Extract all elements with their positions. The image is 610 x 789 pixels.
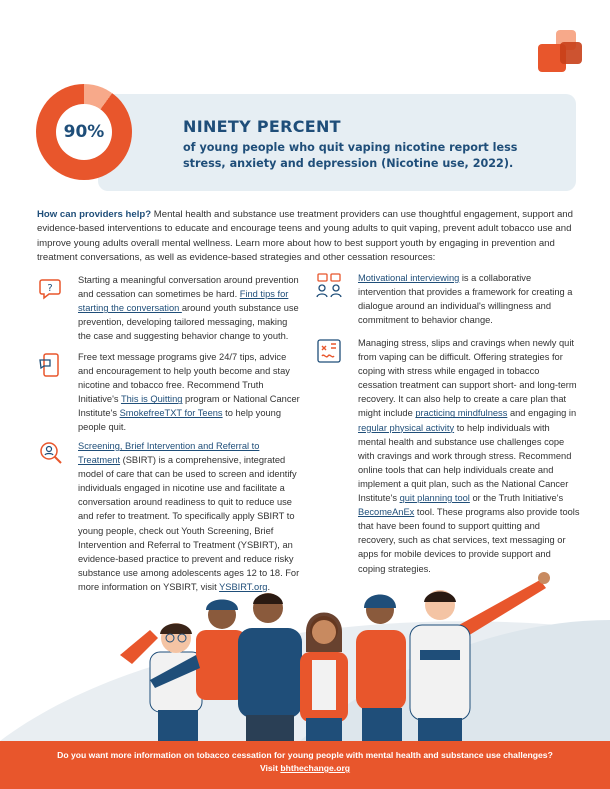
intro-lead: How can providers help? bbox=[37, 209, 152, 220]
footer-question: Do you want more information on tobacco cessation for young people with mental health and substance use challenges? bbox=[57, 750, 553, 760]
sbirt-link[interactable]: Screening, Brief Intervention and Referral to Treatment bbox=[78, 441, 260, 466]
intro-text: Mental health and substance use treatment providers can use thoughtful engagement, support and evidence-based interventions to educate and encourage teens and young adults to quit vaping, prevent adult tobacco use and improve young adults overall mental wellness. Learn more about how to best support youth by engaging in prevention and treatment conversations, as well as evidence-based strategies and other cessation resources: bbox=[37, 209, 573, 263]
becomeanex-link[interactable]: BecomeAnEx bbox=[358, 507, 415, 518]
mindfulness-link[interactable]: practicing mindfulness bbox=[415, 408, 508, 419]
right-paragraph-2 bbox=[358, 336, 580, 576]
search-person-icon bbox=[38, 440, 64, 466]
left-p2-text-end: to help young people quit. bbox=[78, 408, 282, 433]
right-p2-text-b: and engaging in bbox=[507, 408, 577, 419]
footer-visit-label: Visit bbox=[259, 763, 281, 773]
group-illustration bbox=[0, 560, 610, 741]
intro-paragraph bbox=[37, 208, 577, 265]
footer-text bbox=[0, 749, 610, 775]
quit-planning-tool-link[interactable]: quit planning tool bbox=[399, 493, 470, 504]
stat-description: of young people who quit vaping nicotine report less stress, anxiety and depression (Nicotine use, 2022). bbox=[183, 141, 518, 170]
brand-logo bbox=[534, 30, 584, 76]
right-p2-text-e: tool. These programs also provide tools that have been found to support quitting and recovery, such as chat services, text messaging or apps for mobile devices to provide support and coping strategies. bbox=[358, 507, 580, 574]
physical-activity-link[interactable]: regular physical activity bbox=[358, 422, 455, 433]
stat-title: NINETY PERCENT bbox=[183, 117, 341, 136]
text-message-icon bbox=[38, 352, 64, 378]
stress-doodle-icon bbox=[316, 338, 342, 364]
footer-visit bbox=[0, 762, 610, 775]
bhthechange-link[interactable]: bhthechange.org bbox=[280, 763, 351, 773]
stat-donut bbox=[36, 84, 132, 180]
svg-text:?: ? bbox=[47, 283, 53, 294]
left-paragraph-1 bbox=[78, 273, 300, 343]
find-tips-link[interactable]: Find tips for starting the conversation bbox=[78, 289, 289, 314]
left-p3-text: (SBIRT) is a comprehensive, integrated model of care that can be used to screen and identify individuals engaged in nicotine use and facilitate a conversation around readiness to quit to reduce use and refer to treatment. To specifically apply SBIRT to young people, check out Youth Screening, Brief Intervention and Referral to Treatment (YSBIRT), an evidence-based practice to prevent and reduce risky substance use among adolescents ages 12 to 18. For more information on YSBIRT, visit bbox=[78, 455, 300, 592]
left-p2-text-mid: program or National Cancer Institute's bbox=[78, 394, 300, 419]
this-is-quitting-link[interactable]: This is Quitting bbox=[120, 394, 183, 405]
question-chat-icon bbox=[38, 276, 64, 302]
smokefreetxt-link[interactable]: SmokefreeTXT for Teens bbox=[119, 408, 223, 419]
conversation-icon bbox=[316, 272, 342, 298]
ysbirt-link[interactable]: YSBIRT.org bbox=[219, 581, 268, 592]
right-paragraph-1 bbox=[358, 271, 580, 327]
left-p3-text-end: . bbox=[267, 581, 271, 592]
left-p1-text: Starting a meaningful conversation around prevention and cessation can sometimes be hard. bbox=[78, 275, 299, 300]
right-p1-text: is a collaborative intervention that provides a framework for creating a dialogue around an individual's willingness and commitment to behavior change. bbox=[358, 273, 573, 326]
right-p2-text: Managing stress, slips and cravings when newly quit from vaping can be difficult. Offering strategies for coping with stress while engaged in tobacco cessation treatment can support short- and long-term recovery. It can also help to create a care plan that might include bbox=[358, 338, 577, 419]
left-p2-text: Free text message programs give 24/7 tips, advice and encouragement to help youth become and stay nicotine and tobacco free. Recommend Truth Initiative's bbox=[78, 352, 290, 405]
right-p2-text-c: to help individuals with mental health and substance use challenges cope with cravings and work through stress. Recommend online tools that can help individuals create and implement a quit plan, such as the National Cancer Institute's bbox=[358, 422, 572, 504]
left-paragraph-2 bbox=[78, 350, 300, 435]
motivational-interviewing-link[interactable]: Motivational interviewing bbox=[358, 273, 460, 283]
stat-percent: 90% bbox=[63, 122, 105, 142]
left-p1-text-end: around youth substance use prevention, developing tailored messaging, making the case and suggesting behavior change to youth. bbox=[78, 303, 299, 342]
right-p2-text-d: or the Truth Initiative's bbox=[469, 493, 564, 504]
